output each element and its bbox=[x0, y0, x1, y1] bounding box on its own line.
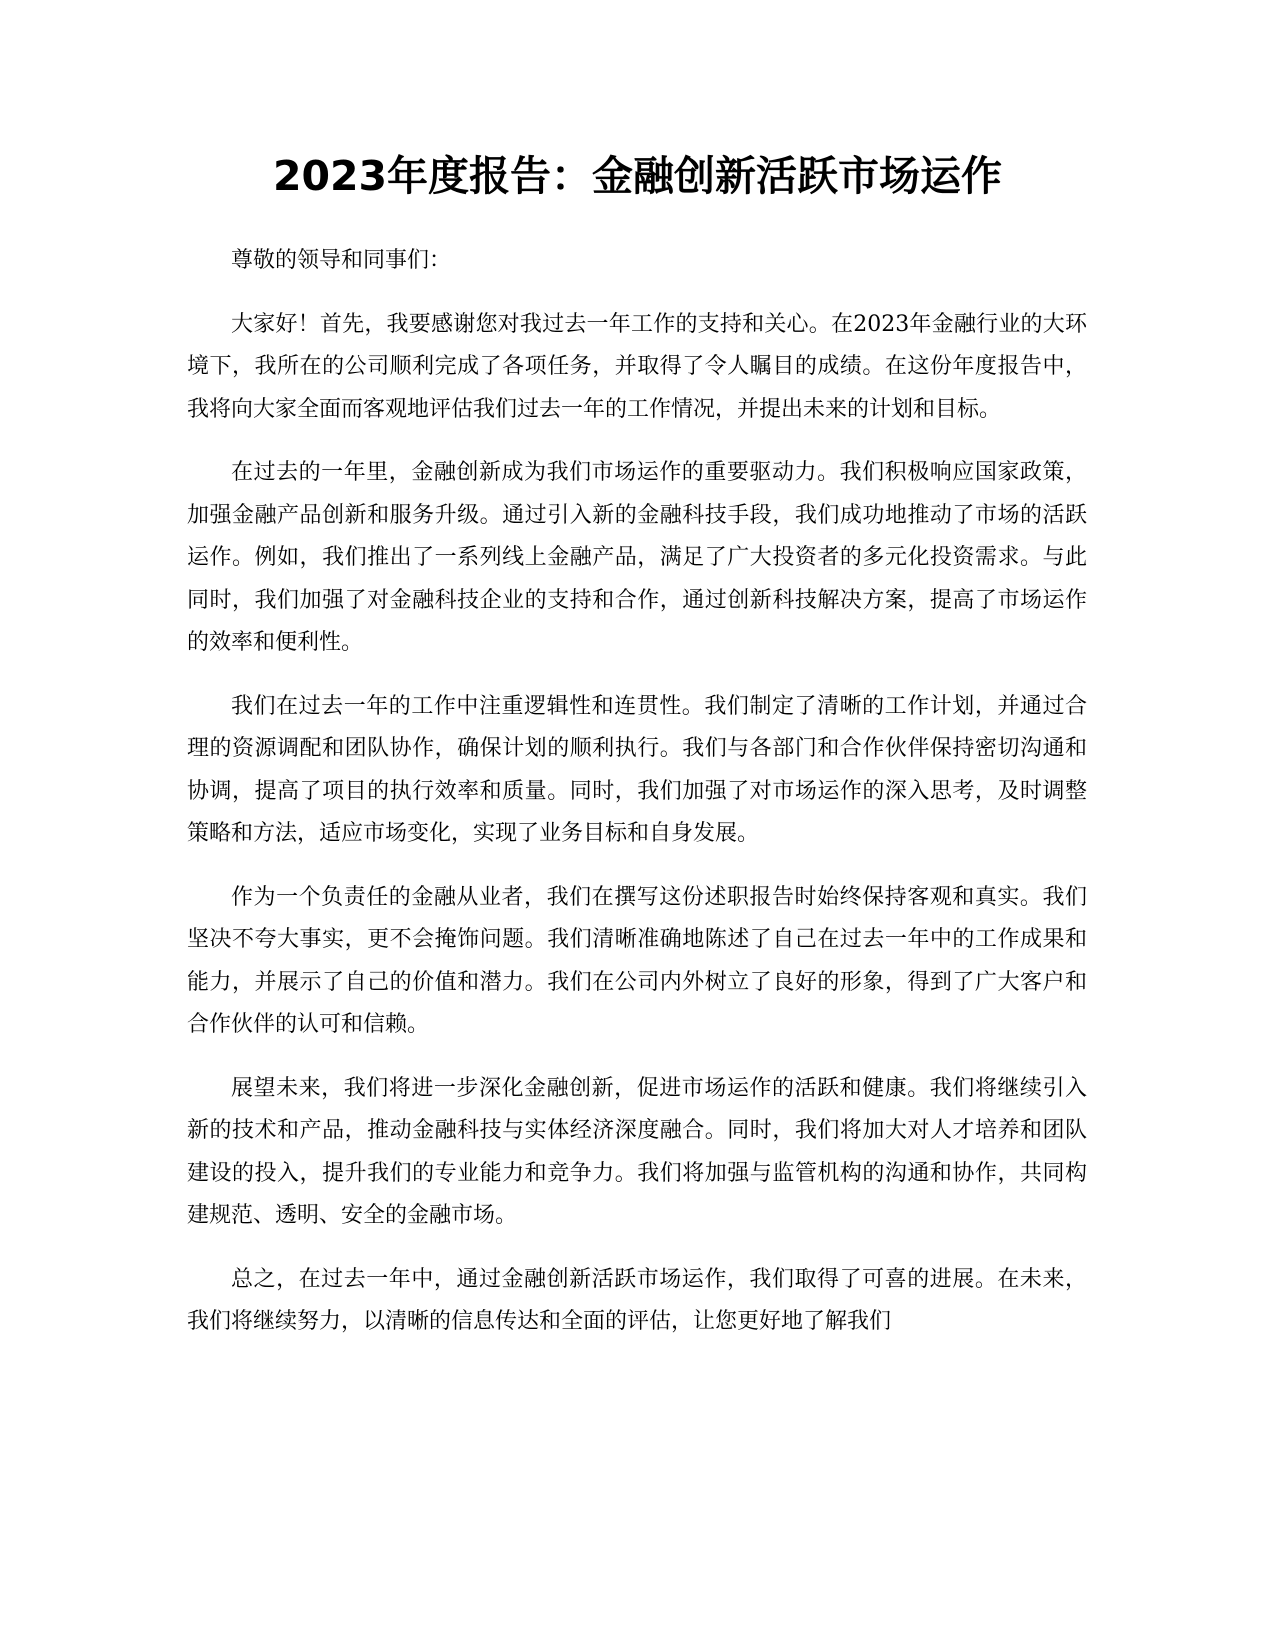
body-paragraph: 总之，在过去一年中，通过金融创新活跃市场运作，我们取得了可喜的进展。在未来，我们将继续努力，以清晰的信息传达和全面的评估，让您更好地了解我们 bbox=[187, 1266, 1087, 1334]
body-paragraph: 展望未来，我们将进一步深化金融创新，促进市场运作的活跃和健康。我们将继续引入新的技术和产品，推动金融科技与实体经济深度融合。同时，我们将加大对人才培养和团队建设的投入，提升我们的专业能力和竞争力。我们将加强与监管机构的沟通和协作，共同构建规范、透明、安全的金融市场。 bbox=[187, 1075, 1087, 1228]
body-paragraph: 大家好！首先，我要感谢您对我过去一年工作的支持和关心。在2023年金融行业的大环境下，我所在的公司顺利完成了各项任务，并取得了令人瞩目的成绩。在这份年度报告中，我将向大家全面而客观地评估我们过去一年的工作情况，并提出未来的计划和目标。 bbox=[187, 311, 1087, 422]
body-paragraph: 我们在过去一年的工作中注重逻辑性和连贯性。我们制定了清晰的工作计划，并通过合理的资源调配和团队协作，确保计划的顺利执行。我们与各部门和合作伙伴保持密切沟通和协调，提高了项目的执行效率和质量。同时，我们加强了对市场运作的深入思考，及时调整策略和方法，适应市场变化，实现了业务目标和自身发展。 bbox=[187, 693, 1087, 846]
body-paragraph: 作为一个负责任的金融从业者，我们在撰写这份述职报告时始终保持客观和真实。我们坚决不夸大事实，更不会掩饰问题。我们清晰准确地陈述了自己在过去一年中的工作成果和能力，并展示了自己的价值和潜力。我们在公司内外树立了良好的形象，得到了广大客户和合作伙伴的认可和信赖。 bbox=[187, 884, 1087, 1037]
document-body bbox=[187, 240, 1087, 1365]
document-title: 2023年度报告：金融创新活跃市场运作 bbox=[272, 152, 1003, 200]
salutation: 尊敬的领导和同事们： bbox=[231, 248, 452, 273]
body-paragraph: 在过去的一年里，金融创新成为我们市场运作的重要驱动力。我们积极响应国家政策，加强金融产品创新和服务升级。通过引入新的金融科技手段，我们成功地推动了市场的活跃运作。例如，我们推出了一系列线上金融产品，满足了广大投资者的多元化投资需求。与此同时，我们加强了对金融科技企业的支持和合作，通过创新科技解决方案，提高了市场运作的效率和便利性。 bbox=[187, 460, 1087, 655]
